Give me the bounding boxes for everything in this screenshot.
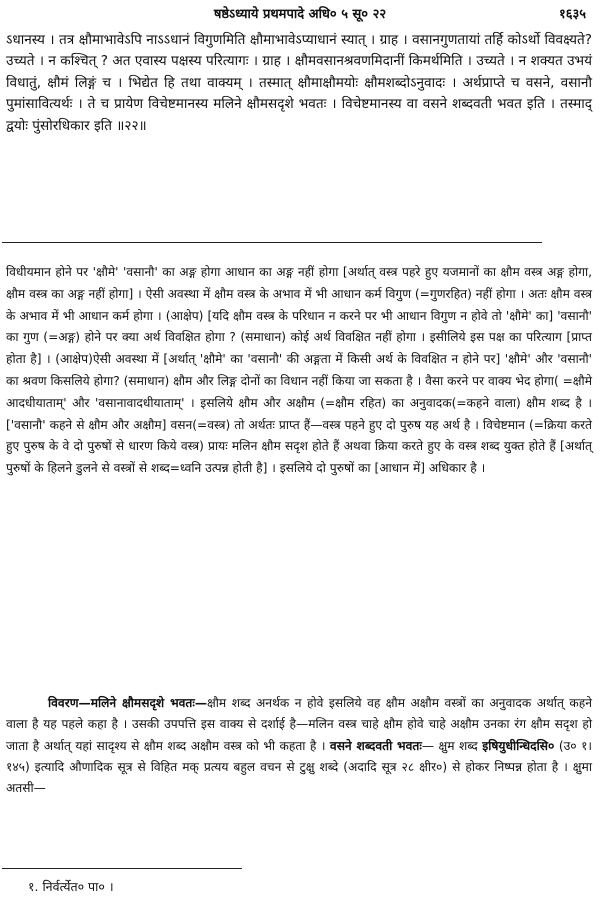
running-head: षष्ठेऽध्याये प्रथमपादे अधि० ५ सू० २२ bbox=[213, 7, 387, 22]
page-header bbox=[0, 4, 600, 26]
sanskrit-commentary bbox=[6, 30, 592, 137]
hindi-translation bbox=[6, 262, 592, 480]
vivarana-text-2: — क्षुम शब्द bbox=[421, 738, 478, 753]
footnote-divider bbox=[2, 868, 242, 869]
page-number: १६३५ bbox=[558, 7, 586, 22]
vivarana-bold-3: इषियुधीन्धिदसि० bbox=[482, 738, 555, 753]
vivarana-text-1: क्षौम शब्द अनर्थक न होवे इसलिये वह क्षौम अक्षौम वस्त्रों का अनुवादक अर्थात् कहने वाला है यह पहले कहा है । उसकी उपपत्ति इस वाक्य से दर्शाई है—मलिन वस्त्र चाहे क्षौम होवे चाहे अक्षौम उनका रंग क्षौम सदृश हो जाता है अर्थात् यहां सादृश्य से क्षौम शब्द अक्षौम वस्त्र को भी कहता है । bbox=[6, 696, 592, 753]
section-divider bbox=[2, 242, 542, 243]
sanskrit-paragraph: ऽधानस्य । तत्र क्षौमाभावेऽपि नाऽऽधानं विगुणमिति क्षौमाभावेऽप्याधानं स्यात् । ग्राह । वसानगुणतायां तर्हि कोऽर्थो विवक्ष्यते? उच्यते । न कश्चित् ? अत एवास्य पक्षस्य परित्यागः । ग्राह । क्षौमवसानश्रवणमिदानीं किमर्थमिति । उच्यते । न शक्यत उभयं विधातुं, क्षौमं लिङ्गं च । भिद्येत हि तथा वाक्यम् । तस्मात् क्षौमाक्षौमयोः क्षौमशब्दोऽनुवादः । अर्थप्राप्ते च वसने, वसानौ पुमांसावित्यर्थः । ते च प्रायेण विचेष्टमानस्य मलिने क्षौमसदृशे भवतः । विचेष्टमानस्य वा वसने शब्दवती भवत इति । तस्माद् द्वयोः पुंसोरधिकार इति ॥२२॥ bbox=[6, 32, 592, 134]
vivarana-bold-2: वसने शब्दवती भवतः bbox=[329, 738, 422, 753]
vivarana-lead: विवरण—मलिने क्षौमसदृशे भवतः— bbox=[48, 696, 208, 710]
vivarana-section bbox=[6, 693, 592, 799]
vivarana-paragraph bbox=[6, 693, 592, 799]
hindi-paragraph: विधीयमान होने पर 'क्षौमे' 'वसानौ' का अङ्ग होगा आधान का अङ्ग नहीं होगा [अर्थात् वस्त्र पहरे हुए यजमानों का क्षौम वस्त्र अङ्ग होगा, क्षौम वस्त्र का अङ्ग नहीं होगा] । ऐसी अवस्था में क्षौम वस्त्र के अभाव में भी आधान कर्म विगुण (=गुणरहित) नहीं होगा । अतः क्षौम वस्त्र के अभाव में भी आधान कर्म होगा । (आक्षेप) [यदि क्षौम वस्त्र के परिधान न करने पर भी आधान विगुण न होवे तो 'क्षौमे' का] 'वसानौ' का गुण (=अङ्ग) होने पर क्या अर्थ विवक्षित होगा ? (समाधान) कोई अर्थ विवक्षित नहीं होगा । इसीलिये इस पक्ष का परित्याग [प्राप्त होता है] । (आक्षेप)ऐसी अवस्था में [अर्थात् 'क्षौमे' का 'वसानौ' की अङ्गता में किसी अर्थ के विवक्षित न होने पर] 'क्षौमे' और 'वसानौ' का श्रवण किसलिये होगा? (समाधान) क्षौम और लिङ्ग दोनों का विधान नहीं किया जा सकता है । वैसा करने पर वाक्य भेद होगा( =क्षौमे आदधीयाताम्' और 'वसानावादधीयाताम्' । इसलिये क्षौम और अक्षौम (=क्षौम रहित) का अनुवादक(=कहने वाला) क्षौम शब्द है । ['वसानौ' कहने से क्षौम और अक्षौम] वसन(=वस्त्र) तो अर्थतः प्राप्त हैं—वस्त्र पहने हुए दो पुरुष यह अर्थ है । विचेष्टमान (=क्रिया करते हुए पुरुष के वे दो पुरुषों से धारण किये वस्त्र) प्रायः मलिन क्षौम सदृश होते हैं अथवा क्रिया करते हुए के वस्त्र शब्द युक्त होते हैं [अर्थात् पुरुषों के हिलने डुलने से वस्त्रों से शब्द=ध्वनि उत्पन्न होती है] । इसलिये दो पुरुषों का [आधान में] अधिकार है । bbox=[6, 265, 593, 476]
footnote: १. निर्वर्त्येत० पा० । bbox=[28, 879, 114, 894]
vivarana-text-3: (उ० १।१४५) इत्यादि औणादिक सूत्र से विहित मक् प्रत्यय बहुल वचन से टुक्षु शब्दे (अदादि सूत्र २८ क्षीर०) से होकर निष्पन्न होता है । क्षुमा अतसी— bbox=[6, 738, 593, 796]
